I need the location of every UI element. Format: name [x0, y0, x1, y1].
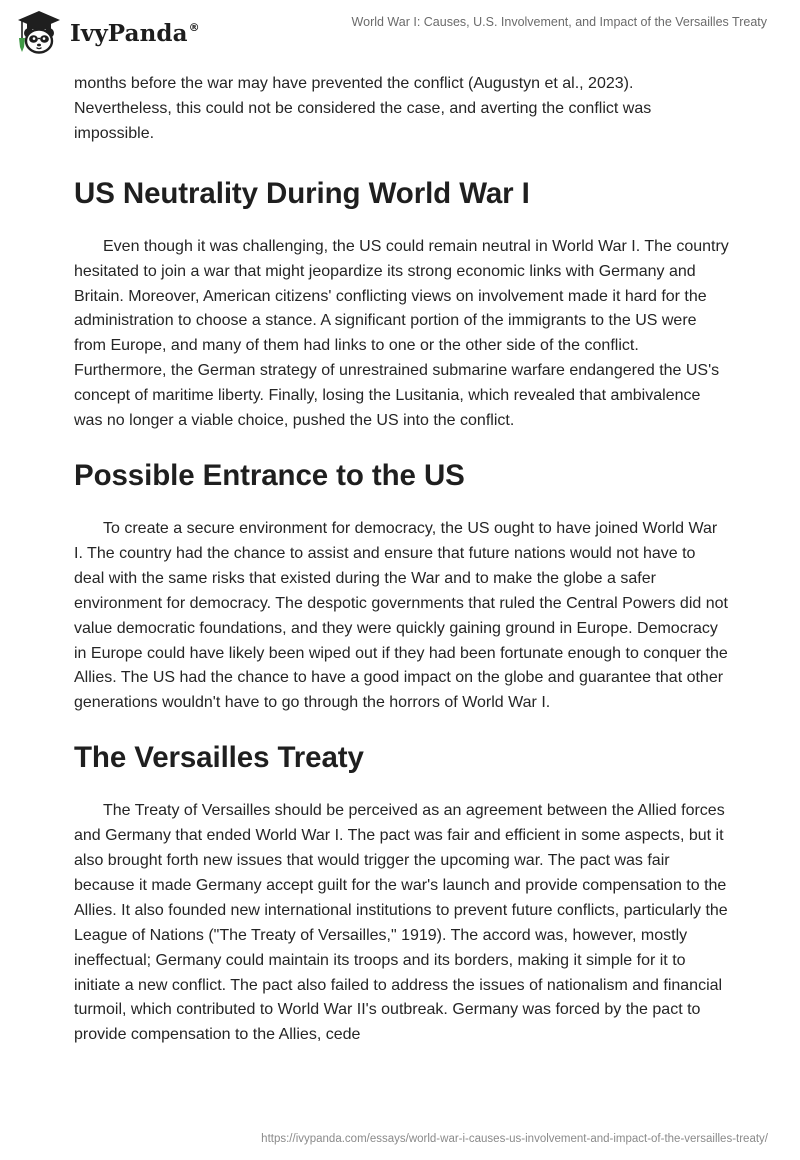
brand-logo[interactable] [14, 8, 200, 56]
registered-mark: ® [188, 20, 200, 34]
document-title: World War I: Causes, U.S. Involvement, and Impact of the Versailles Treaty [351, 15, 767, 29]
intro-paragraph: months before the war may have prevented the conflict (Augustyn et al., 2023). Nevertheless, this could not be considered the case, and averting the conflict was impossible. [74, 75, 652, 142]
section-paragraph-possible-entrance: To create a secure environment for democracy, the US ought to have joined World War I. The country had the chance to assist and ensure that future nations would not have to deal with the same risks that existed during the War and to make the globe a safer environment for democracy. The despotic governments that ruled the Central Powers did not value democratic foundations, and they were quickly gaining ground in Europe. Democracy in Europe could have likely been wiped out if they had been fortunate enough to conquer the Allies. The US had the chance to have a good impact on the globe and guarantee that other generations wouldn't have to go through the horrors of World War I. [74, 519, 728, 712]
section-heading-possible-entrance: Possible Entrance to the US [74, 458, 465, 492]
source-url-link[interactable]: https://ivypanda.com/essays/world-war-i-causes-us-involvement-and-impact-of-the-versailles-treaty/ [261, 1133, 768, 1145]
section-paragraph-us-neutrality: Even though it was challenging, the US could remain neutral in World War I. The country hesitated to join a war that might jeopardize its strong economic links with Germany and Britain. Moreover, American citizens' conflicting views on involvement made it hard for the administration to choose a stance. A significant portion of the immigrants to the US were from Europe, and many of them had links to one or the other side of the conflict. Furthermore, the German strategy of unrestrained submarine warfare endangered the US's concept of maritime liberty. Finally, losing the Lusitania, which revealed that ambivalence was no longer a viable choice, pushed the US into the conflict. [74, 237, 729, 430]
section-heading-versailles-treaty: The Versailles Treaty [74, 741, 364, 775]
page-header [0, 0, 800, 64]
panda-graduate-icon [14, 9, 64, 55]
brand-name: IvyPanda® [70, 19, 200, 47]
section-heading-us-neutrality: US Neutrality During World War I [74, 176, 530, 210]
essay-content [74, 72, 730, 1048]
section-paragraph-versailles-treaty: The Treaty of Versailles should be perceived as an agreement between the Allied forces and Germany that ended World War I. The pact was fair and efficient in some aspects, but it also brought forth new issues that would trigger the upcoming war. The pact was fair because it made Germany accept guilt for the war's launch and provide compensation to the Allies. It also founded new international institutions to prevent future conflicts, particularly the League of Nations ("The Treaty of Versailles," 1919). The accord was, however, mostly ineffectual; Germany could maintain its troops and its borders, making it simple for it to initiate a new conflict. The pact also failed to address the issues of nationalism and financial turmoil, which contributed to World War II's outbreak. Germany was forced by the pact to provide compensation to the Allies, cede [74, 802, 728, 1044]
